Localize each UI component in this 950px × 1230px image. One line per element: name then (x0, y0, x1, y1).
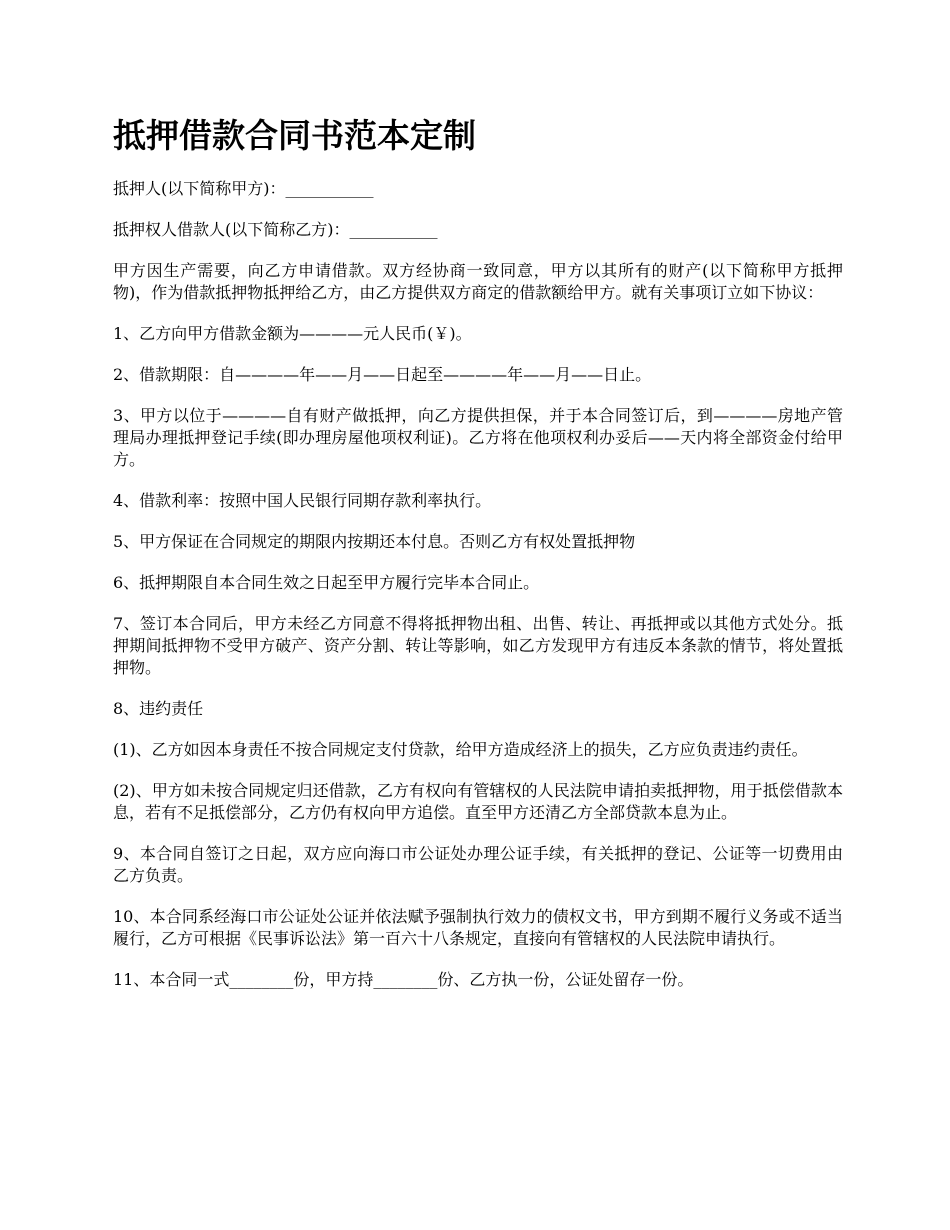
clause-11-copies: 11、本合同一式________份，甲方持________份、乙方执一份，公证处留存一份。 (113, 970, 694, 989)
clause-6-mortgage-period: 6、抵押期限自本合同生效之日起至甲方履行完毕本合同止。 (113, 573, 540, 592)
clause-8-liability-heading: 8、违约责任 (113, 699, 204, 718)
clause-1-loan-amount: 1、乙方向甲方借款金额为————元人民币(￥)。 (113, 324, 472, 343)
paragraph-preamble: 甲方因生产需要，向乙方申请借款。双方经协商一致同意，甲方以其所有的财产(以下简称甲方抵押物)，作为借款抵押物抵押给乙方，由乙方提供双方商定的借款额给甲方。就有关事项订立如下协议： (113, 261, 843, 302)
clause-3-collateral: 3、甲方以位于————自有财产做抵押，向乙方提供担保，并于本合同签订后，到————房地产管理局办理抵押登记手续(即办理房屋他项权利证)。乙方将在他项权利办妥后——天内将全部资金付给甲方。 (113, 406, 843, 469)
clause-4-interest-rate: 4、借款利率：按照中国人民银行同期存款利率执行。 (113, 491, 492, 510)
clause-8-1: (1)、乙方如因本身责任不按合同规定支付贷款，给甲方造成经济上的损失，乙方应负责违约责任。 (113, 740, 808, 759)
clause-7-restrictions: 7、签订本合同后，甲方未经乙方同意不得将抵押物出租、出售、转让、再抵押或以其他方式处分。抵押期间抵押物不受甲方破产、资产分割、转让等影响，如乙方发现甲方有违反本条款的情节，将处置抵押物。 (113, 614, 843, 677)
clause-10-enforcement: 10、本合同系经海口市公证处公证并依法赋予强制执行效力的债权文书，甲方到期不履行义务或不适当履行，乙方可根据《民事诉讼法》第一百六十八条规定，直接向有管辖权的人民法院申请执行。 (113, 907, 843, 948)
clause-2-loan-term: 2、借款期限：自————年——月——日起至————年——月——日止。 (113, 365, 652, 384)
clause-8-2: (2)、甲方如未按合同规定归还借款，乙方有权向有管辖权的人民法院申请拍卖抵押物，用于抵偿借款本息，若有不足抵偿部分，乙方仍有权向甲方追偿。直至甲方还清乙方全部贷款本息为止。 (113, 781, 843, 822)
clause-5-repayment: 5、甲方保证在合同规定的期限内按期还本付息。否则乙方有权处置抵押物 (113, 532, 636, 551)
clause-9-notarization: 9、本合同自签订之日起，双方应向海口市公证处办理公证手续，有关抵押的登记、公证等一切费用由乙方负责。 (113, 844, 843, 885)
document-page (113, 112, 843, 1010)
paragraph-mortgagor: 抵押人(以下简称甲方)：___________ (113, 179, 374, 198)
paragraph-mortgagee: 抵押权人借款人(以下简称乙方)：___________ (113, 220, 438, 239)
document-title: 抵押借款合同书范本定制 (113, 116, 476, 155)
